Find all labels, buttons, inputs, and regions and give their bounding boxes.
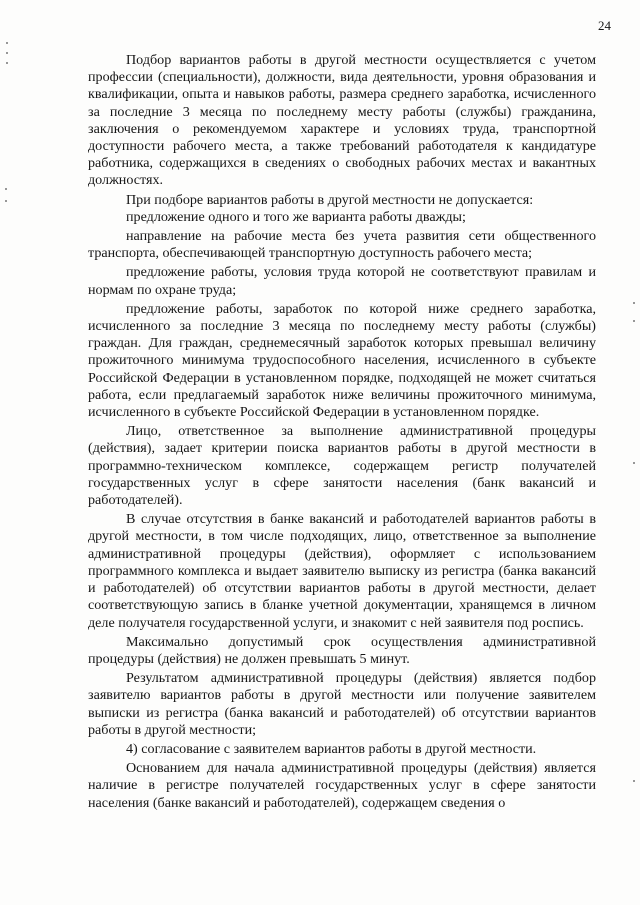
paragraph-not-allowed-item-1: предложение одного и того же варианта работы дважды; (126, 208, 466, 225)
paragraph-selection-criteria: Подбор вариантов работы в другой местности осуществляется с учетом профессии (специальности), должности, вида деятельности, уровня образования и квалификации, опыта и навыков работы, размера среднего заработка, исчисленного за последние 3 месяца по последнему месту работы (службы) гражданина, заключения о рекомендуемом характере и условиях труда, транспортной доступности рабочего места, а также требований работодателя к кандидатуре работника, содержащихся в сведениях о свободных рабочих местах и вакантных должностях. (88, 52, 596, 189)
paragraph-search-criteria: Лицо, ответственное за выполнение административной процедуры (действия), задает критерии поиска вариантов работы в другой местности в программно-техническом комплексе, содержащем регистр получателей государственных услуг в сфере занятости населения (банк вакансий и работодателей). (88, 423, 596, 509)
paragraph-result: Результатом административной процедуры (действия) является подбор заявителю вариантов работы в другой местности или получение заявителем выписки из регистра (банка вакансий и работодателей) об отсутствии вариантов работы в другой местности; (88, 670, 596, 738)
paragraph-not-allowed-item-2: направление на рабочие места без учета развития сети общественного транспорта, обеспечивающей транспортную доступность рабочего места; (88, 228, 596, 262)
paragraph-no-vacancies: В случае отсутствия в банке вакансий и работодателей вариантов работы в другой местности, в том числе подходящих, лицо, ответственное за выполнение административной процедуры (действия), оформляет с использованием программного комплекса и выдает заявителю выписку из регистра (банка вакансий и работодателей) об отсутствии вариантов работы в другой местности, делает соответствующую запись в бланке учетной документации, хранящемся в личном деле получателя государственной услуги, и знакомит с ней заявителя под роспись. (88, 511, 596, 631)
paragraph-not-allowed-intro: При подборе вариантов работы в другой местности не допускается: (126, 191, 534, 208)
paragraph-item-4-agreement: 4) согласование с заявителем вариантов работы в другой местности. (126, 740, 537, 757)
paragraph-not-allowed-item-4: предложение работы, заработок по которой ниже среднего заработка, исчисленного за последние 3 месяца по последнему месту работы (службы) граждан. Для граждан, среднемесячный заработок которых превышал величину прожиточного минимума трудоспособного населения, исчисленного в субъекте Российской Федерации в установленном порядке, подходящей не может считаться работа, если предлагаемый заработок ниже величины прожиточного минимума, исчисленного в субъекте Российской Федерации в установленном порядке. (88, 300, 596, 421)
paragraph-not-allowed-item-3: предложение работы, условия труда которой не соответствуют правилам и нормам по охране труда; (88, 264, 596, 298)
paragraph-basis-start: Основанием для начала административной процедуры (действия) является наличие в регистре получателей государственных услуг в сфере занятости населения (банке вакансий и работодателей), содержащем сведения о (88, 760, 596, 811)
document-body (88, 52, 596, 812)
page-number: 24 (598, 18, 611, 33)
paragraph-max-time: Максимально допустимый срок осуществления административной процедуры (действия) не должен превышать 5 минут. (88, 633, 596, 667)
